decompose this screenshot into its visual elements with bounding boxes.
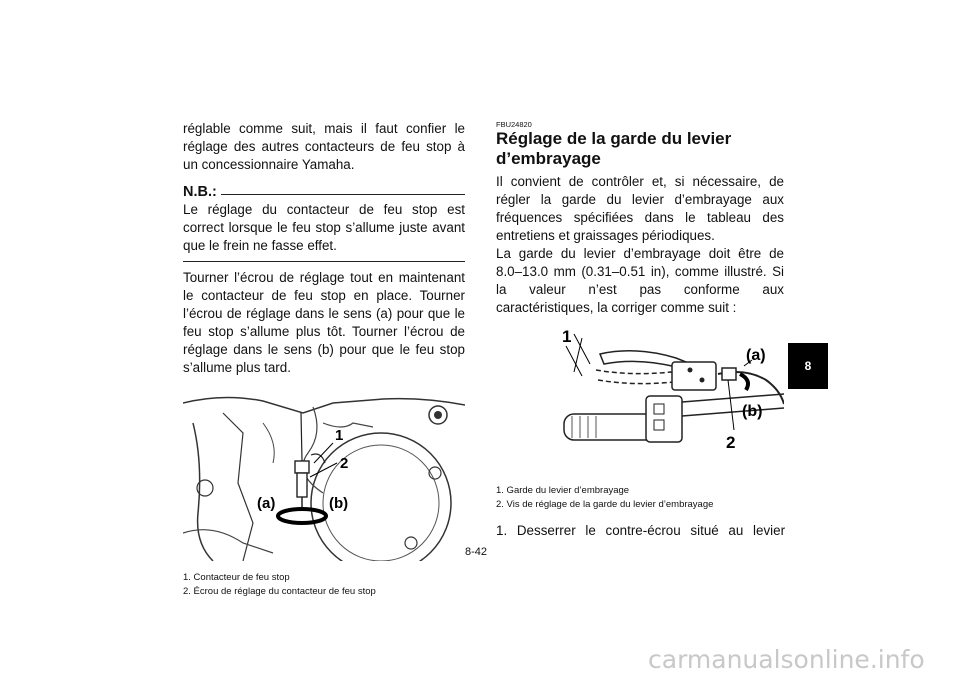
left-figure-captions — [183, 571, 465, 599]
note-label: N.B.: — [183, 184, 217, 200]
clutch-spec-paragraph: La garde du levier d’embrayage doit être de 8.0–13.0 mm (0.31–0.51 in), comme illustré. Si la valeur n’est pas conforme aux caractéristiques, la corriger comme suit : — [496, 246, 784, 315]
section-code: FBU24820 — [496, 120, 532, 129]
right-figure-captions — [496, 484, 784, 512]
note-top-rule — [221, 194, 465, 195]
fig-right-label-2: 2 — [726, 433, 736, 452]
fig-right-label-b: (b) — [742, 403, 763, 420]
clutch-intro-paragraph: Il convient de contrôler et, si nécessaire, de régler la garde du levier d’embrayage aux fréquences spécifiées dans le tableau des entretiens et graissages périodiques. — [496, 174, 784, 243]
brake-switch-drawing — [183, 393, 465, 561]
note-header — [183, 183, 465, 201]
watermark: carmanualsonline.info — [648, 645, 925, 674]
clutch-lever-drawing — [496, 324, 784, 474]
fig-left-label-1: 1 — [335, 427, 344, 444]
note-text: Le réglage du contacteur de feu stop est correct lorsque le feu stop s’allume juste avant que le frein ne fasse effet. — [183, 202, 465, 253]
fig-left-label-b: (b) — [329, 495, 349, 512]
page-number: 8-42 — [465, 546, 488, 558]
right-column — [496, 120, 784, 540]
clutch-lever-illustration — [496, 324, 784, 474]
left-column — [183, 120, 465, 599]
right-caption-2: 2. Vis de réglage de la garde du levier d’embrayage — [496, 499, 714, 510]
section-title-line-2: d’embrayage — [496, 149, 601, 168]
fig-left-label-a: (a) — [257, 495, 276, 512]
section-title-line-1: Réglage de la garde du levier — [496, 129, 732, 148]
right-caption-1: 1. Garde du levier d’embrayage — [496, 485, 630, 496]
step-1: 1. Desserrer le contre-écrou situé au levier — [496, 523, 786, 538]
left-caption-1: 1. Contacteur de feu stop — [183, 572, 290, 583]
brake-switch-illustration — [183, 393, 465, 561]
chapter-tab[interactable]: 8 — [788, 343, 828, 389]
intro-paragraph: réglable comme suit, mais il faut confier le réglage des autres contacteurs de feu stop à un concessionnaire Yamaha. — [183, 121, 465, 172]
section-title — [496, 129, 784, 169]
fig-left-label-2: 2 — [340, 455, 349, 472]
instruction-paragraph: Tourner l’écrou de réglage tout en maintenant le contacteur de feu stop en place. Tourner l’écrou de réglage dans le sens (a) pour que le feu stop s’allume plus tôt. Tourner l’écrou de réglage dans le sens (b) pour que le feu stop s’allume plus tard. — [183, 270, 465, 375]
left-caption-2: 2. Écrou de réglage du contacteur de feu stop — [183, 586, 376, 597]
note-bottom-rule — [183, 261, 465, 262]
fig-right-label-a: (a) — [746, 347, 766, 364]
fig-right-label-1: 1 — [562, 327, 572, 346]
